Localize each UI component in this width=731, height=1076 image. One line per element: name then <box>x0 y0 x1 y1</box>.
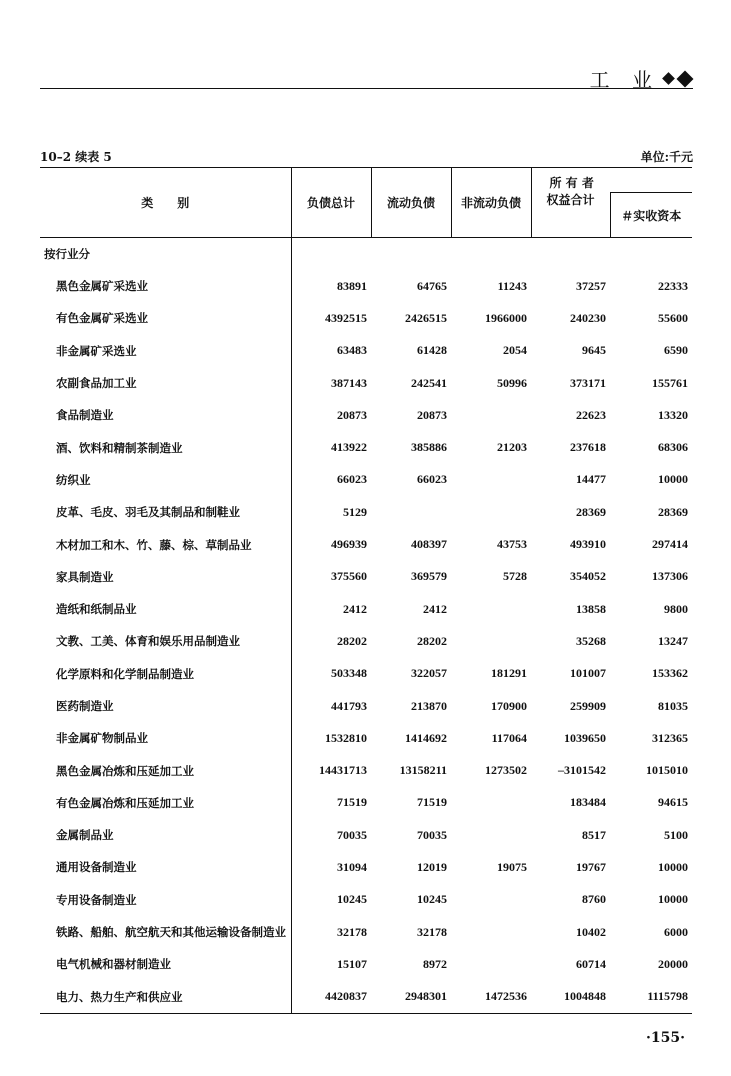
total-liabilities-cell: 496939 <box>331 537 367 552</box>
total-liabilities-cell: 66023 <box>337 472 367 487</box>
current-liabilities-cell: 10245 <box>417 892 447 907</box>
paid-in-capital-cell: 155761 <box>652 375 689 390</box>
total-liabilities-cell: 32178 <box>337 924 367 939</box>
diamond-icon <box>662 72 675 85</box>
paid-in-capital-cell: 137306 <box>652 569 689 584</box>
column-header-total-liabilities: 负债总计 <box>291 168 371 238</box>
paid-in-capital-cell: 9800 <box>664 601 689 616</box>
section-heading: 按行业分 <box>40 238 291 271</box>
noncurrent-liabilities-cell <box>451 884 531 916</box>
page-number: ·155· <box>646 1030 685 1046</box>
industry-name: 木材加工和木、竹、藤、棕、草制品业 <box>40 528 291 560</box>
paid-in-capital-cell: 1015010 <box>646 763 689 778</box>
industry-name: 金属制品业 <box>40 819 291 851</box>
equity-cell: –3101542 <box>558 763 606 778</box>
paid-in-capital-cell: 10000 <box>658 472 689 487</box>
total-liabilities-cell: 20873 <box>337 407 367 422</box>
equity-cell: 13858 <box>576 601 606 616</box>
equity-cell: 22623 <box>576 407 606 422</box>
table-row <box>40 625 692 657</box>
industry-name: 酒、饮料和精制茶制造业 <box>40 431 291 463</box>
total-liabilities-cell: 4392515 <box>325 310 367 325</box>
industry-name: 通用设备制造业 <box>40 851 291 883</box>
current-liabilities-cell: 2426515 <box>405 310 447 325</box>
total-liabilities-cell: 14431713 <box>319 763 367 778</box>
equity-cell: 28369 <box>576 504 606 519</box>
table-row <box>40 399 692 431</box>
statistics-table <box>40 167 692 1014</box>
current-liabilities-cell: 71519 <box>417 795 447 810</box>
current-liabilities-cell: 2948301 <box>371 981 451 1014</box>
current-liabilities-cell: 8972 <box>423 956 447 971</box>
column-header-category: 类 别 <box>40 168 291 238</box>
noncurrent-liabilities-cell <box>451 625 531 657</box>
industry-name: 黑色金属冶炼和压延加工业 <box>40 754 291 786</box>
current-liabilities-cell: 28202 <box>417 633 447 648</box>
noncurrent-liabilities-cell: 1273502 <box>485 763 527 778</box>
noncurrent-liabilities-cell: 2054 <box>503 343 527 358</box>
table-row <box>40 981 692 1014</box>
noncurrent-liabilities-cell: 117064 <box>491 730 527 745</box>
table-row <box>40 496 692 528</box>
total-liabilities-cell: 441793 <box>331 698 367 713</box>
column-header-noncurrent-liabilities: 非流动负债 <box>451 168 531 238</box>
paid-in-capital-cell: 28369 <box>658 504 689 519</box>
total-liabilities-cell: 2412 <box>343 601 367 616</box>
table-row <box>40 335 692 367</box>
table-label: 10–2 续表 5 <box>40 150 112 164</box>
header-rule <box>40 88 693 89</box>
total-liabilities-cell: 70035 <box>337 827 367 842</box>
noncurrent-liabilities-cell: 181291 <box>491 666 527 681</box>
noncurrent-liabilities-cell: 170900 <box>491 698 527 713</box>
diamond-icon <box>677 70 694 87</box>
total-liabilities-cell: 4420837 <box>291 981 371 1014</box>
paid-in-capital-cell: 5100 <box>664 827 689 842</box>
industry-name: 专用设备制造业 <box>40 884 291 916</box>
noncurrent-liabilities-cell: 1966000 <box>485 310 527 325</box>
noncurrent-liabilities-cell: 1472536 <box>451 981 531 1014</box>
industry-name: 食品制造业 <box>40 399 291 431</box>
industry-name: 铁路、船舶、航空航天和其他运输设备制造业 <box>40 916 291 948</box>
industry-name: 黑色金属矿采选业 <box>40 270 291 302</box>
current-liabilities-cell: 242541 <box>411 375 447 390</box>
table-row <box>40 884 692 916</box>
industry-name: 文教、工美、体育和娱乐用品制造业 <box>40 625 291 657</box>
noncurrent-liabilities-cell: 43753 <box>497 537 527 552</box>
table-row <box>40 722 692 754</box>
equity-cell: 9645 <box>582 343 606 358</box>
table-row <box>40 787 692 819</box>
noncurrent-liabilities-cell <box>451 464 531 496</box>
current-liabilities-cell: 213870 <box>411 698 447 713</box>
column-header-equity-line1 <box>531 168 692 193</box>
noncurrent-liabilities-cell: 11243 <box>497 278 527 293</box>
section-row <box>40 238 692 271</box>
current-liabilities-cell: 13158211 <box>399 763 447 778</box>
noncurrent-liabilities-cell: 19075 <box>497 859 527 874</box>
equity-cell: 1039650 <box>564 730 606 745</box>
industry-name: 造纸和纸制品业 <box>40 593 291 625</box>
paid-in-capital-cell: 55600 <box>658 310 689 325</box>
total-liabilities-cell: 83891 <box>337 278 367 293</box>
equity-cell: 35268 <box>576 633 606 648</box>
equity-cell: 354052 <box>570 569 606 584</box>
total-liabilities-cell: 1532810 <box>325 730 367 745</box>
noncurrent-liabilities-cell <box>451 787 531 819</box>
total-liabilities-cell: 413922 <box>331 440 367 455</box>
table-body <box>40 238 692 1014</box>
table-row <box>40 948 692 980</box>
equity-label-line1: 所 有 者 <box>549 176 594 190</box>
industry-name: 化学原料和化学制品制造业 <box>40 658 291 690</box>
equity-cell: 8760 <box>582 892 606 907</box>
paid-in-capital-cell: 1115798 <box>610 981 692 1014</box>
industry-name: 电力、热力生产和供应业 <box>40 981 291 1014</box>
industry-name: 皮革、毛皮、羽毛及其制品和制鞋业 <box>40 496 291 528</box>
table-row <box>40 851 692 883</box>
paid-in-capital-cell: 94615 <box>658 795 689 810</box>
current-liabilities-cell: 32178 <box>417 924 447 939</box>
current-liabilities-cell: 1414692 <box>405 730 447 745</box>
industry-name: 纺织业 <box>40 464 291 496</box>
total-liabilities-cell: 5129 <box>343 504 367 519</box>
total-liabilities-cell: 375560 <box>331 569 367 584</box>
current-liabilities-cell: 66023 <box>417 472 447 487</box>
noncurrent-liabilities-cell <box>451 948 531 980</box>
section-title: 工 业 <box>589 68 660 92</box>
paid-in-capital-cell: 68306 <box>658 440 689 455</box>
table-row <box>40 561 692 593</box>
table-row <box>40 754 692 786</box>
current-liabilities-cell: 369579 <box>411 569 447 584</box>
equity-cell: 183484 <box>570 795 606 810</box>
equity-cell: 60714 <box>576 956 606 971</box>
paid-in-capital-cell: 81035 <box>658 698 689 713</box>
noncurrent-liabilities-cell <box>451 399 531 431</box>
paid-in-capital-cell: 153362 <box>652 666 689 681</box>
total-liabilities-cell: 28202 <box>337 633 367 648</box>
paid-in-capital-cell: 13320 <box>658 407 689 422</box>
current-liabilities-cell: 61428 <box>417 343 447 358</box>
equity-cell: 493910 <box>570 537 606 552</box>
unit-label: 单位:千元 <box>640 150 693 164</box>
industry-name: 有色金属矿采选业 <box>40 302 291 334</box>
current-liabilities-cell: 322057 <box>411 666 447 681</box>
current-liabilities-cell: 408397 <box>411 537 447 552</box>
table-row <box>40 916 692 948</box>
paid-in-capital-cell: 13247 <box>658 633 689 648</box>
paid-in-capital-cell: 6590 <box>664 343 689 358</box>
industry-name: 非金属矿物制品业 <box>40 722 291 754</box>
noncurrent-liabilities-cell: 5728 <box>503 569 527 584</box>
noncurrent-liabilities-cell <box>451 819 531 851</box>
industry-name: 家具制造业 <box>40 561 291 593</box>
equity-cell: 259909 <box>570 698 606 713</box>
current-liabilities-cell: 20873 <box>417 407 447 422</box>
table-row <box>40 367 692 399</box>
noncurrent-liabilities-cell <box>451 593 531 625</box>
table-row <box>40 464 692 496</box>
paid-in-capital-cell: 10000 <box>658 859 689 874</box>
paid-in-capital-cell: 6000 <box>664 924 689 939</box>
equity-label-line2: 权益合计 <box>546 192 595 207</box>
equity-cell: 240230 <box>570 310 606 325</box>
total-liabilities-cell: 15107 <box>337 956 367 971</box>
paid-in-capital-cell: 22333 <box>658 278 689 293</box>
table-row <box>40 270 692 302</box>
total-liabilities-cell: 71519 <box>337 795 367 810</box>
table-row <box>40 431 692 463</box>
current-liabilities-cell: 64765 <box>417 278 447 293</box>
total-liabilities-cell: 63483 <box>337 343 367 358</box>
total-liabilities-cell: 503348 <box>331 666 367 681</box>
equity-cell: 19767 <box>576 859 606 874</box>
noncurrent-liabilities-cell: 50996 <box>497 375 527 390</box>
table-row <box>40 593 692 625</box>
noncurrent-liabilities-cell: 21203 <box>497 440 527 455</box>
current-liabilities-cell: 2412 <box>423 601 447 616</box>
equity-cell: 8517 <box>582 827 606 842</box>
total-liabilities-cell: 387143 <box>331 375 367 390</box>
table-row <box>40 302 692 334</box>
current-liabilities-cell: 70035 <box>417 827 447 842</box>
current-liabilities-cell <box>371 496 451 528</box>
paid-in-capital-cell: 312365 <box>652 730 689 745</box>
total-liabilities-cell: 31094 <box>337 859 367 874</box>
noncurrent-liabilities-cell <box>451 496 531 528</box>
equity-cell: 14477 <box>576 472 606 487</box>
table-row <box>40 528 692 560</box>
industry-name: 电气机械和器材制造业 <box>40 948 291 980</box>
column-header-current-liabilities: 流动负债 <box>371 168 451 238</box>
industry-name: 非金属矿采选业 <box>40 335 291 367</box>
industry-name: 医药制造业 <box>40 690 291 722</box>
table-row <box>40 658 692 690</box>
paid-in-capital-cell: 10000 <box>658 892 689 907</box>
table-row <box>40 690 692 722</box>
equity-cell: 37257 <box>576 278 606 293</box>
noncurrent-liabilities-cell <box>451 916 531 948</box>
current-liabilities-cell: 385886 <box>411 440 447 455</box>
column-header-paid-in-capital: ＃实收资本 <box>610 193 692 238</box>
paid-in-capital-cell: 20000 <box>658 956 689 971</box>
equity-cell: 237618 <box>570 440 606 455</box>
paid-in-capital-cell: 297414 <box>652 537 689 552</box>
equity-cell: 373171 <box>570 375 606 390</box>
equity-cell: 10402 <box>576 924 606 939</box>
current-liabilities-cell: 12019 <box>417 859 447 874</box>
industry-name: 有色金属冶炼和压延加工业 <box>40 787 291 819</box>
industry-name: 农副食品加工业 <box>40 367 291 399</box>
equity-cell: 101007 <box>570 666 606 681</box>
table-row <box>40 819 692 851</box>
column-header-equity <box>531 193 610 238</box>
total-liabilities-cell: 10245 <box>337 892 367 907</box>
equity-cell: 1004848 <box>531 981 610 1014</box>
